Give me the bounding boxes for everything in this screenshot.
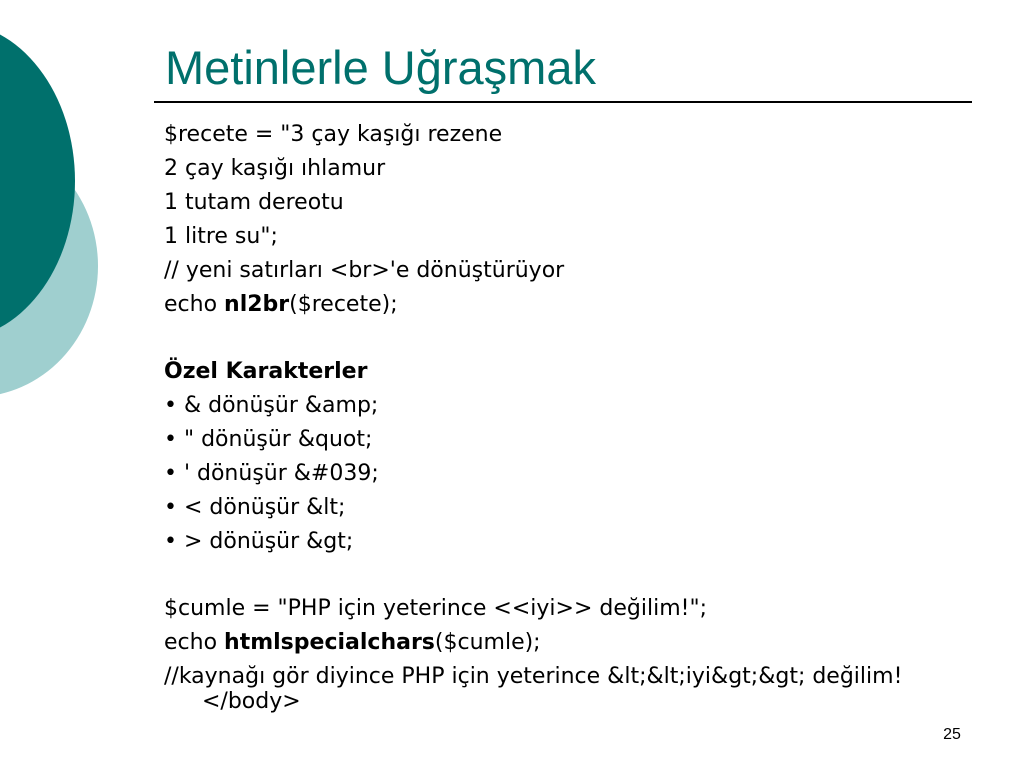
function-argument: ($recete); — [289, 292, 398, 317]
code-comment: // yeni satırları <br>'e dönüştürüyor — [164, 258, 565, 283]
echo-keyword: echo — [164, 292, 225, 317]
code-line: $recete = "3 çay kaşığı rezene — [164, 122, 503, 147]
section-heading-special-characters: Özel Karakterler — [164, 359, 368, 384]
echo-keyword: echo — [164, 630, 225, 655]
bullet-item: • " dönüşür &quot; — [164, 427, 373, 452]
page-number: 25 — [943, 726, 961, 743]
code-line: 2 çay kaşığı ıhlamur — [164, 156, 386, 181]
code-line: 1 tutam dereotu — [164, 190, 344, 215]
code-line: 1 litre su"; — [164, 224, 278, 249]
spacer — [164, 559, 964, 592]
function-name-htmlspecialchars: htmlspecialchars — [224, 630, 435, 655]
code-echo-htmlspecialchars — [164, 626, 964, 660]
code-comment: //kaynağı gör diyince PHP için yeterince &lt;&lt;iyi&gt;&gt; değilim!</body> — [164, 664, 903, 714]
code-echo-nl2br — [164, 288, 964, 322]
title-divider — [154, 101, 972, 103]
bullet-item: • > dönüşür &gt; — [164, 529, 354, 554]
bullet-item: • ' dönüşür &#039; — [164, 461, 379, 486]
slide-title: Metinlerle Uğraşmak — [165, 41, 596, 94]
function-argument: ($cumle); — [434, 630, 541, 655]
slide-body — [164, 118, 964, 714]
function-name-nl2br: nl2br — [224, 292, 290, 317]
bullet-item: • & dönüşür &amp; — [164, 393, 379, 418]
code-line: $cumle = "PHP için yeterince <<iyi>> değilim!"; — [164, 596, 707, 621]
bullet-item: • < dönüşür &lt; — [164, 495, 346, 520]
spacer — [164, 322, 964, 355]
